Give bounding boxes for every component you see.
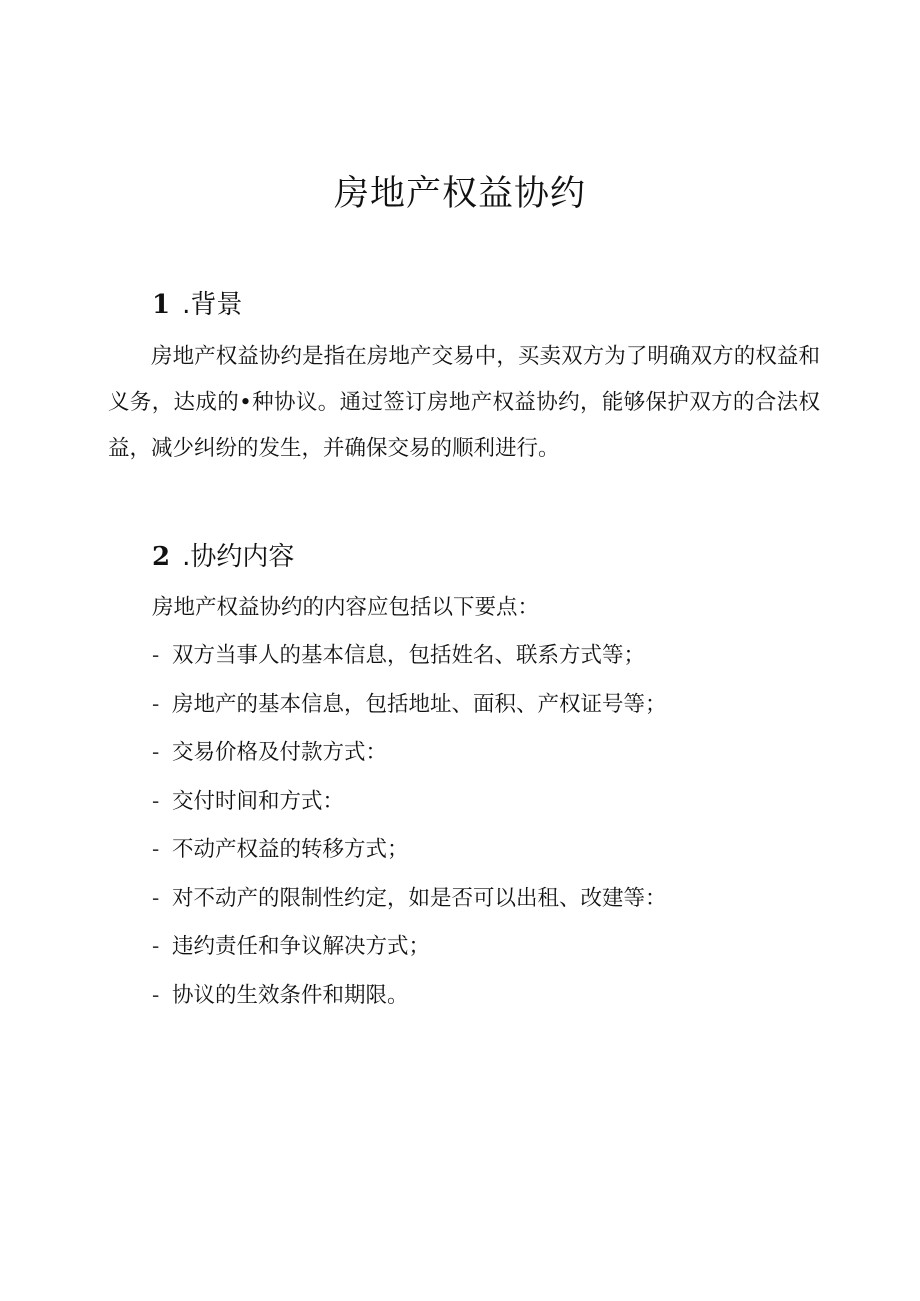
- list-item-text: 交付时间和方式：: [172, 788, 345, 814]
- list-item: [152, 973, 667, 1022]
- bullet-dash: -: [152, 982, 160, 1008]
- section-title: .背景: [182, 290, 243, 320]
- bullet-dash: -: [152, 643, 160, 668]
- list-item: [152, 730, 667, 779]
- section-number: 2: [152, 542, 171, 572]
- list-item-text: 双方当事人的基本信息，包括姓名、联系方式等；: [172, 643, 646, 668]
- document-title: 房地产权益协约: [333, 174, 586, 214]
- list-item-text: 房地产的基本信息，包括地址、面积、产权证号等；: [172, 691, 667, 717]
- section-number: 1: [152, 290, 171, 320]
- section-heading-background: [152, 287, 242, 323]
- contents-intro: 房地产权益协约的内容应包括以下要点：: [152, 595, 540, 620]
- background-paragraph: 房地产权益协约是指在房地产交易中，买卖双方为了明确双方的权益和义务，达成的•种协议。通过签订房地产权益协约，能够保护双方的合法权益，减少纠纷的发生，并确保交易的顺利进行。: [108, 344, 820, 461]
- list-item-text: 违约责任和争议解决方式；: [172, 934, 431, 959]
- section-title: .协约内容: [182, 542, 295, 572]
- list-item-text: 交易价格及付款方式：: [172, 740, 388, 765]
- bullet-dash: -: [152, 885, 160, 911]
- list-item-text: 对不动产的限制性约定，如是否可以出租、改建等：: [172, 885, 667, 911]
- list-item: [152, 779, 667, 828]
- section-heading-contents: [152, 539, 294, 575]
- list-item-text: 不动产权益的转移方式；: [172, 837, 409, 862]
- bullet-dash: -: [152, 837, 160, 862]
- list-item: [152, 633, 667, 682]
- list-item: [152, 924, 667, 973]
- bullet-dash: -: [152, 934, 160, 959]
- bullet-dash: -: [152, 740, 160, 765]
- bullet-dash: -: [152, 788, 160, 814]
- list-item: [152, 682, 667, 731]
- list-item-text: 协议的生效条件和期限。: [172, 982, 409, 1008]
- bullet-dash: -: [152, 691, 160, 717]
- list-item: [152, 876, 667, 925]
- contents-list: [152, 633, 667, 1021]
- list-item: [152, 827, 667, 876]
